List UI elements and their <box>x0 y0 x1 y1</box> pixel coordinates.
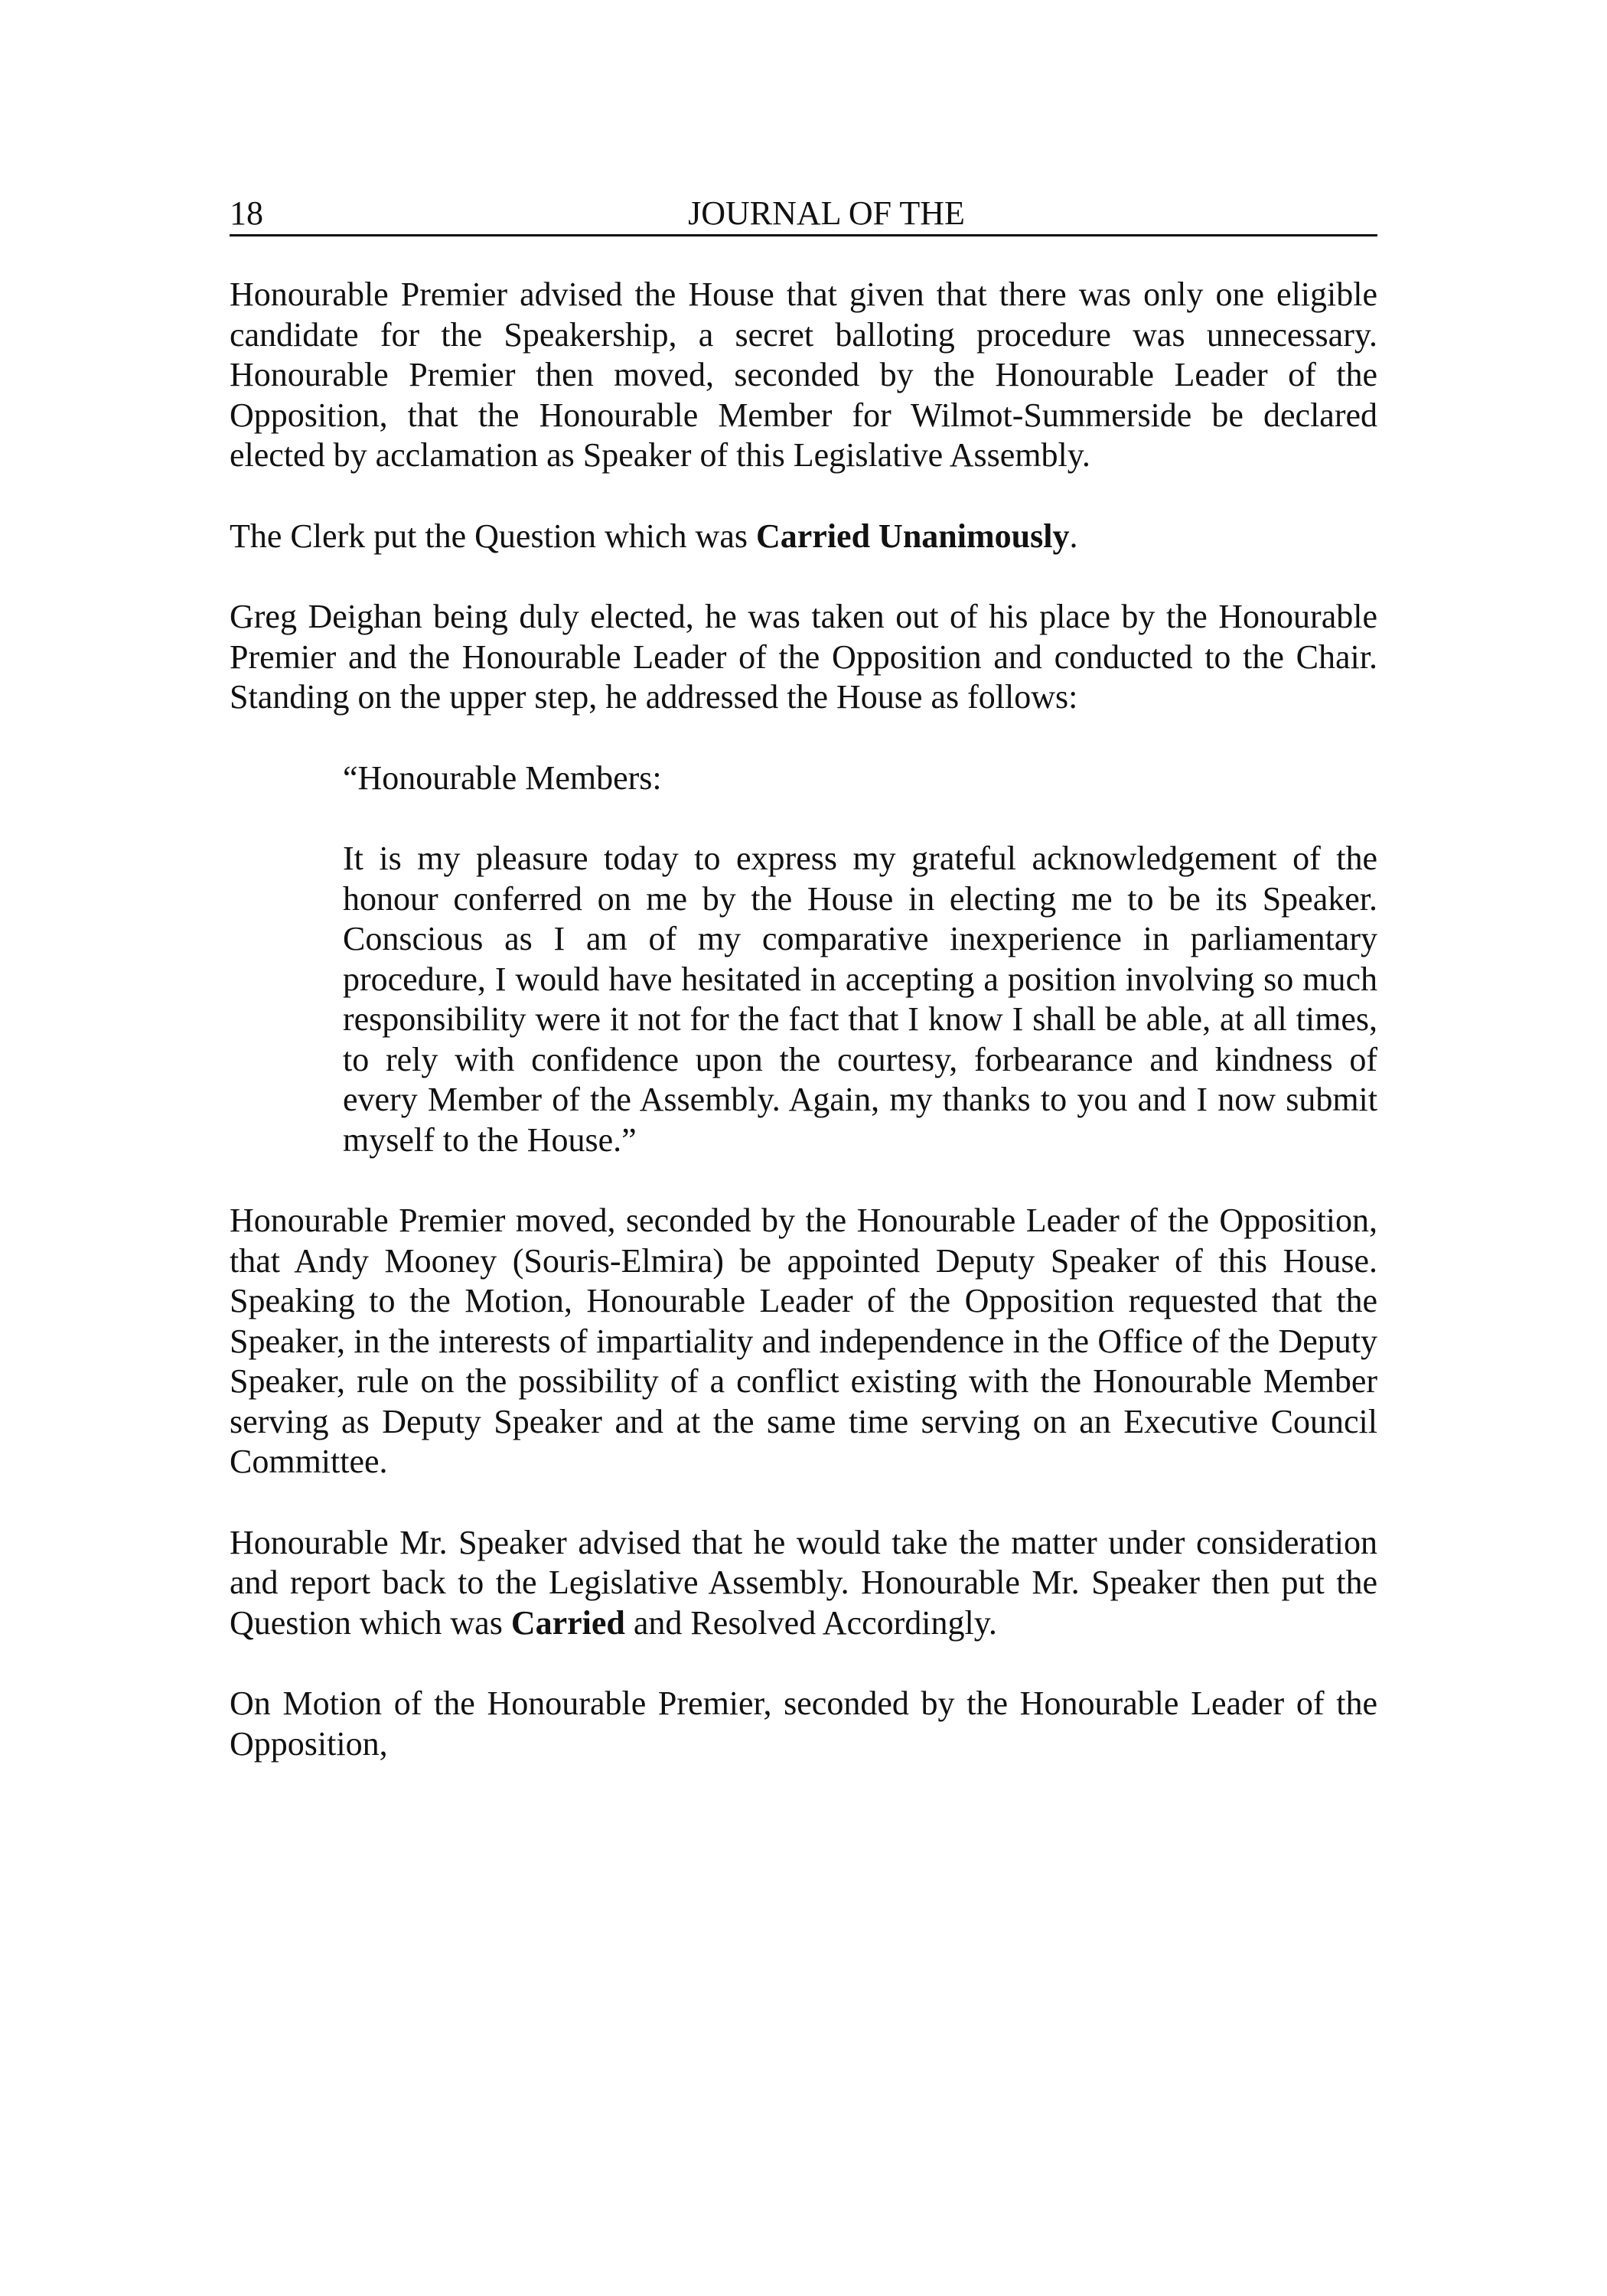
paragraph-speaker-nomination: Honourable Premier advised the House that given that there was only one eligible candidate for the Speakership, a secret balloting procedure was unnecessary. Honourable Premier then moved, seconded by the Honourable Leader of the Opposition, that the Honourable Member for Wilmot-Summerside be declared elected by acclamation as Speaker of this Legislative Assembly. <box>230 276 1377 474</box>
result-carried: Carried <box>510 1603 625 1642</box>
journal-body <box>230 275 1377 1764</box>
result-carried-unanimously: Carried Unanimously <box>755 517 1070 555</box>
paragraph-text: The Clerk put the Question which was <box>230 517 756 555</box>
paragraph-speaker-conducted: Greg Deighan being duly elected, he was taken out of his place by the Honourable Premier and the Honourable Leader of the Opposition and conducted to the Chair. Standing on the upper step, he addressed the House as follows: <box>230 598 1377 716</box>
paragraph-clerk-question <box>230 517 1377 557</box>
journal-page <box>230 193 1377 1805</box>
paragraph-text-end: . <box>1069 517 1078 555</box>
running-title: JOURNAL OF THE <box>688 194 965 232</box>
paragraph-text-end: and Resolved Accordingly. <box>624 1603 997 1642</box>
paragraph-speaker-consideration <box>230 1523 1377 1644</box>
running-header <box>230 193 1377 236</box>
speech-body: It is my pleasure today to express my grateful acknowledgement of the honour conferred on me by the House in electing me to be its Speaker. Conscious as I am of my comparative inexperience in parliamentary procedure, I would have hesitated in accepting a position involving so much responsibility were it not for the fact that I know I shall be able, at all times, to rely with confidence upon the courtesy, forbearance and kindness of every Member of the Assembly. Again, my thanks to you and I now submit myself to the House.” <box>343 840 1377 1159</box>
paragraph-text: Honourable Mr. Speaker advised that he would take the matter under consideration and report back to the Legislative Assembly. Honourable Mr. Speaker then put the Question which was <box>230 1523 1377 1642</box>
paragraph-deputy-speaker-motion: Honourable Premier moved, seconded by the Honourable Leader of the Opposition, that Andy Mooney (Souris-Elmira) be appointed Deputy Speaker of this House. Speaking to the Motion, Honourable Leader of the Opposition requested that the Speaker, in the interests of impartiality and independence in the Office of the Deputy Speaker, rule on the possibility of a conflict existing with the Honourable Member serving as Deputy Speaker and at the same time serving on an Executive Council Committee. <box>230 1202 1377 1480</box>
paragraph-motion-premier: On Motion of the Honourable Premier, seconded by the Honourable Leader of the Opposition, <box>230 1684 1377 1763</box>
page-number: 18 <box>230 194 263 232</box>
speech-salutation: “Honourable Members: <box>343 758 662 797</box>
